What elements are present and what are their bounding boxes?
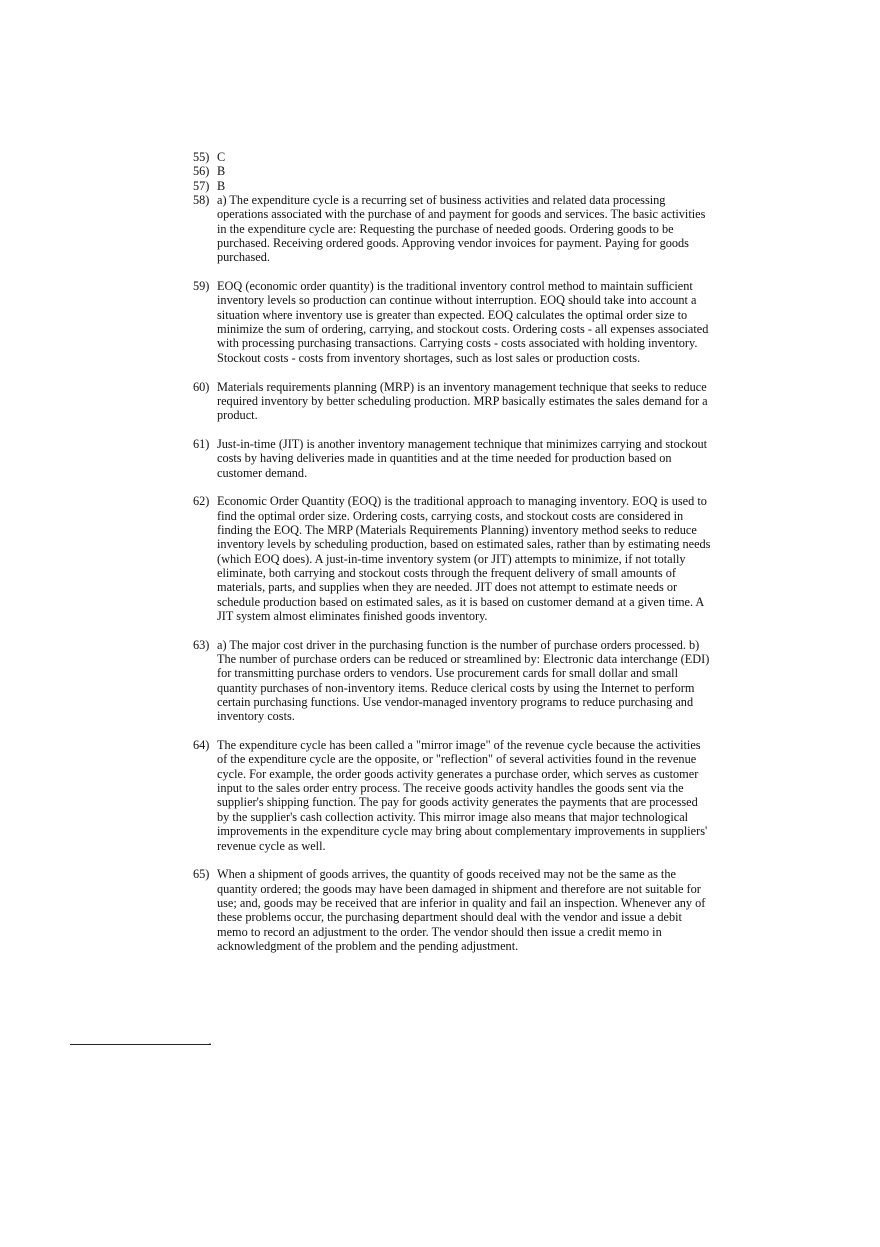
- answer-number: 61): [193, 436, 210, 451]
- answer-number: 59): [193, 279, 210, 294]
- answer-item-63: [193, 638, 713, 724]
- answer-item-55: [193, 150, 713, 164]
- answer-item-62: [193, 494, 713, 623]
- answer-number: 58): [193, 193, 210, 208]
- answer-number: 57): [193, 178, 210, 193]
- answer-item-58: [193, 193, 713, 265]
- footnote-divider: [70, 1044, 211, 1045]
- answer-number: 64): [193, 738, 210, 753]
- answer-text: EOQ (economic order quantity) is the traditional inventory control method to maintain sufficient inventory levels so production can continue without interruption. EOQ should take into account a situation where inventory use is greater than expected. EOQ calculates the optimal order size to minimize the sum of ordering, carrying, and stockout costs. Ordering costs - all expenses associated with processing purchasing transactions. Carrying costs - costs associated with holding inventory. Stockout costs - costs from inventory shortages, such as lost sales or production costs.: [217, 279, 709, 365]
- answer-item-61: [193, 437, 713, 480]
- answer-number: 63): [193, 637, 210, 652]
- answer-text: C: [217, 150, 226, 164]
- answer-text: Materials requirements planning (MRP) is an inventory management technique that seeks to reduce required inventory by better scheduling production. MRP basically estimates the sales demand for a product.: [217, 379, 708, 423]
- answer-number: 65): [193, 867, 210, 882]
- answer-number: 62): [193, 494, 210, 509]
- answer-text: Economic Order Quantity (EOQ) is the traditional approach to managing inventory. EOQ is used to find the optimal order size. Ordering costs, carrying costs, and stockout costs are considered in finding the EOQ. The MRP (Materials Requirements Planning) inventory method seeks to reduce inventory levels by scheduling production, based on estimated sales, rather than by estimating needs (which EOQ does). A just-in-time inventory system (or JIT) attempts to minimize, if not totally eliminate, both carrying and stockout costs through the frequent delivery of small amounts of materials, parts, and supplies when they are needed. JIT does not attempt to estimate needs or schedule production based on estimated sales, as it is based on customer demand at a given time. A JIT system almost eliminates finished goods inventory.: [217, 494, 711, 623]
- answer-item-56: [193, 164, 713, 178]
- answer-text: When a shipment of goods arrives, the quantity of goods received may not be the same as the quantity ordered; the goods may have been damaged in shipment and therefore are not suitable for use; and, goods may be received that are inferior in quality and fail an inspection. Whenever any of these problems occur, the purchasing department should deal with the vendor and issue a debit memo to record an adjustment to the order. The vendor should then issue a credit memo in acknowledgment of the problem and the pending adjustment.: [217, 867, 706, 953]
- answer-text: The expenditure cycle has been called a "mirror image" of the revenue cycle because the activities of the expenditure cycle are the opposite, or "reflection" of several activities found in the revenue cycle. For example, the order goods activity generates a purchase order, which serves as customer input to the sales order entry process. The receive goods activity handles the goods sent via the supplier's shipping function. The pay for goods activity generates the payments that are processed by the supplier's cash collection activity. This mirror image also means that major technological improvements in the expenditure cycle may bring about complementary improvements in suppliers' revenue cycle as well.: [217, 738, 708, 853]
- footnote-mark: .: [209, 1037, 211, 1046]
- answer-item-57: [193, 179, 713, 193]
- answer-number: 60): [193, 379, 210, 394]
- answer-item-60: [193, 380, 713, 423]
- answer-number: 56): [193, 164, 210, 179]
- answer-text: Just-in-time (JIT) is another inventory management technique that minimizes carrying and stockout costs by having deliveries made in quantities and at the time needed for production based on customer demand.: [217, 436, 708, 480]
- answer-item-65: [193, 867, 713, 953]
- answer-text: a) The major cost driver in the purchasing function is the number of purchase orders processed. b) The number of purchase orders can be reduced or streamlined by: Electronic data interchange (EDI) for transmitting purchase orders to vendors. Use procurement cards for small dollar and small quantity purchases of non-inventory items. Reduce clerical costs by using the Internet to perform certain purchasing functions. Use vendor-managed inventory programs to reduce purchasing and inventory costs.: [217, 637, 710, 724]
- answer-text: B: [217, 164, 226, 179]
- answer-text: B: [217, 178, 226, 193]
- answer-text: a) The expenditure cycle is a recurring set of business activities and related data processing operations associated with the purchase of and payment for goods and services. The basic activities in the expenditure cycle are: Requesting the purchase of needed goods. Ordering goods to be purchased. Receiving ordered goods. Approving vendor invoices for payment. Paying for goods purchased.: [217, 193, 706, 265]
- answer-item-59: [193, 279, 713, 365]
- answer-item-64: [193, 738, 713, 853]
- answer-list: [193, 150, 713, 953]
- answer-number: 55): [193, 150, 210, 164]
